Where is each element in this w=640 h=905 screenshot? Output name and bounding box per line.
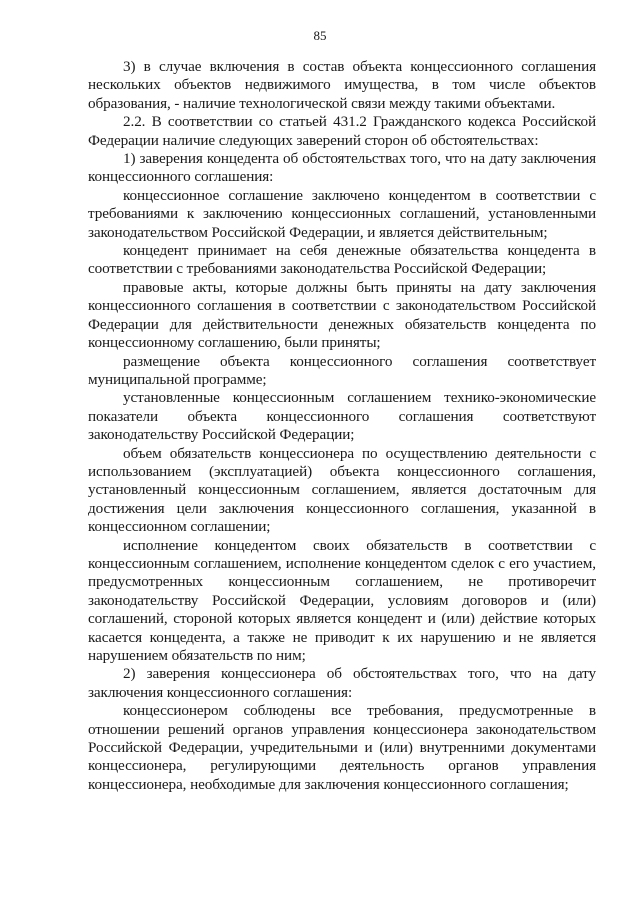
document-body bbox=[88, 58, 596, 794]
paragraph-grantor-performance: исполнение концедентом своих обязательств в соответствии с концессионным соглашением, исполнение концедентом сделок с его участием, предусмотренных концессионным соглашением, не противоречит законодательству Российской Федерации, условиям договоров и (или) соглашений, стороной которых является концедент и (или) действие которых касается концедента, а также не приводит к их нарушению и не является нарушением обязательств по ним; bbox=[88, 536, 596, 664]
paragraph-municipal-program: размещение объекта концессионного соглашения соответствует муниципальной программе; bbox=[88, 352, 596, 388]
paragraph-section-2-2: 2.2. В соответствии со статьей 431.2 Гражданского кодекса Российской Федерации наличие следующих заверений сторон об обстоятельствах: bbox=[88, 113, 596, 149]
paragraph-grantor-assurances: 1) заверения концедента об обстоятельствах того, что на дату заключения концессионного соглашения: bbox=[88, 150, 596, 186]
paragraph-technical-indicators: установленные концессионным соглашением технико-экономические показатели объекта концессионного соглашения соответствуют законодательству Российской Федерации; bbox=[88, 389, 596, 444]
paragraph-clause-3: 3) в случае включения в состав объекта концессионного соглашения нескольких объектов недвижимого имущества, в том числе объектов образования, - наличие технологической связи между такими объектами. bbox=[88, 58, 596, 112]
paragraph-obligations-volume: объем обязательств концессионера по осуществлению деятельности с использованием (эксплуатацией) объекта концессионного соглашения, установленный концессионным соглашением, является достаточным для достижения цели заключения концессионного соглашения, указанной в концессионном соглашении; bbox=[88, 444, 596, 536]
paragraph-concessionaire-assurances: 2) заверения концессионера об обстоятельствах того, что на дату заключения концессионного соглашения: bbox=[88, 665, 596, 701]
paragraph-management-requirements: концессионером соблюдены все требования, предусмотренные в отношении решений органов управления концессионера законодательством Российской Федерации, учредительными и (или) внутренними документами концессионера, регулирующими деятельность органов управления концессионера, необходимые для заключения концессионного соглашения; bbox=[88, 702, 596, 793]
paragraph-legal-acts: правовые акты, которые должны быть приняты на дату заключения концессионного соглашения в соответствии с законодательством Российской Федерации для действительности денежных обязательств концедента по концессионному соглашению, были приняты; bbox=[88, 278, 596, 352]
paragraph-agreement-valid: концессионное соглашение заключено концедентом в соответствии с требованиями к заключению концессионных соглашений, установленными законодательством Российской Федерации, и является действительным; bbox=[88, 186, 596, 241]
paragraph-monetary-obligations: концедент принимает на себя денежные обязательства концедента в соответствии с требованиями законодательства Российской Федерации; bbox=[88, 242, 596, 278]
page-number: 85 bbox=[313, 28, 327, 43]
